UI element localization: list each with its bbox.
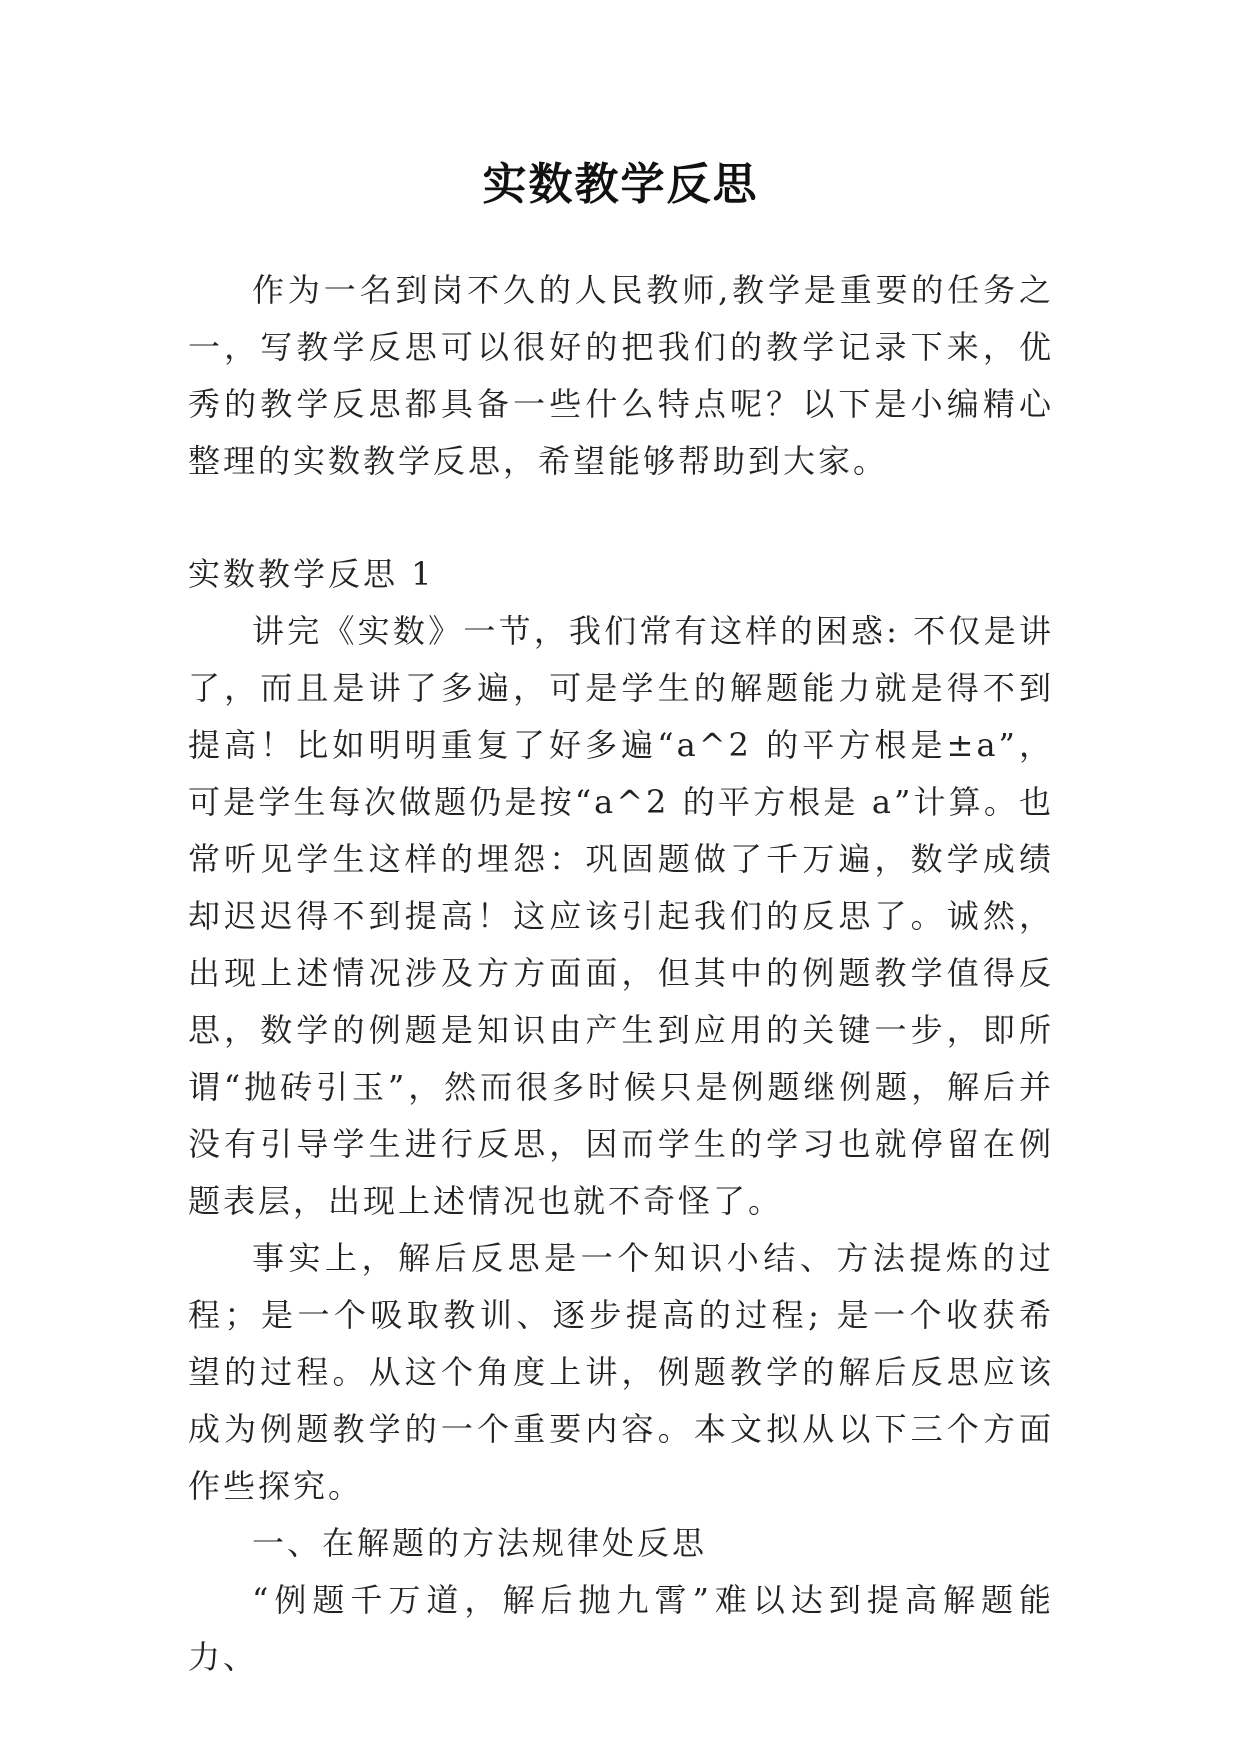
document-body xyxy=(188,262,1054,1686)
subheading-paragraph: 一、在解题的方法规律处反思 xyxy=(252,1524,708,1562)
body-paragraph: 事实上，解后反思是一个知识小结、方法提炼的过程；是一个吸取教训、逐步提高的过程; 是一个收获希望的过程。从这个角度上讲，例题教学的解后反思应该成为例题教学的一个重要内容。本文拟从以下三个方面作些探究。 xyxy=(188,1239,1054,1505)
body-paragraph: 讲完《实数》一节，我们常有这样的困惑: 不仅是讲了，而且是讲了多遍，可是学生的解题能力就是得不到提高！比如明明重复了好多遍“a^2 的平方根是±a”，可是学生每次做题仍是按“a^2 的平方根是 a”计算。也常听见学生这样的埋怨：巩固题做了千万遍，数学成绩却迟迟得不到提高！这应该引起我们的反思了。诚然，出现上述情况涉及方方面面，但其中的例题教学值得反思，数学的例题是知识由产生到应用的关键一步，即所谓“抛砖引玉”，然而很多时候只是例题继例题，解后并没有引导学生进行反思，因而学生的学习也就停留在例题表层，出现上述情况也就不奇怪了。 xyxy=(188,612,1054,1220)
section-heading: 实数教学反思 1 xyxy=(188,555,435,593)
paragraph-spacer xyxy=(188,490,1054,546)
document-title: 实数教学反思 xyxy=(482,159,759,210)
intro-paragraph: 作为一名到岗不久的人民教师,教学是重要的任务之一，写教学反思可以很好的把我们的教学记录下来，优秀的教学反思都具备一些什么特点呢？以下是小编精心整理的实数教学反思，希望能够帮助到大家。 xyxy=(188,271,1054,480)
body-paragraph: “例题千万道，解后抛九霄”难以达到提高解题能力、 xyxy=(188,1581,1054,1676)
